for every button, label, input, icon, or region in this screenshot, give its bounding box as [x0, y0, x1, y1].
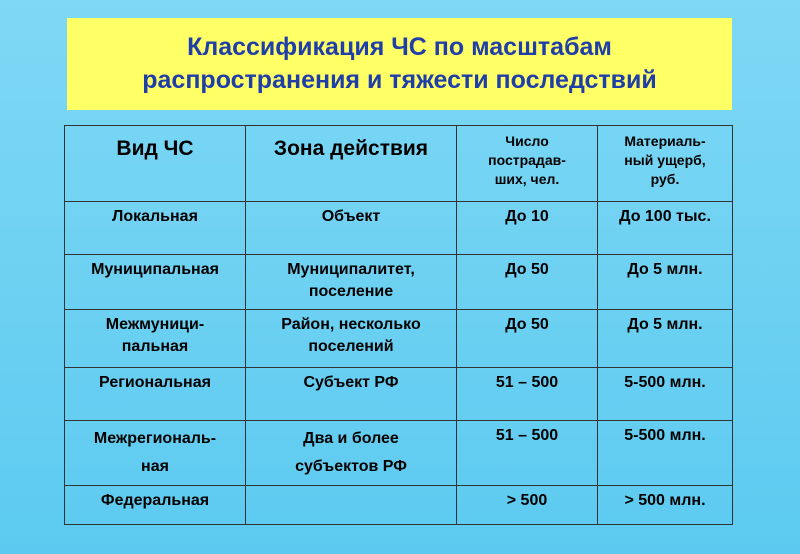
cell-victims: До 10 [457, 202, 598, 255]
table-header-row [65, 126, 733, 202]
cell-type [65, 255, 246, 310]
table-row [65, 255, 733, 310]
cell-damage: До 5 млн. [598, 310, 733, 368]
header-type: Вид ЧС [65, 126, 246, 202]
cell-damage: > 500 млн. [598, 486, 733, 525]
cell-victims: 51 – 500 [457, 368, 598, 421]
table-row [65, 486, 733, 525]
cell-damage: До 5 млн. [598, 255, 733, 310]
cell-zone [246, 368, 457, 421]
header-victims-line: Число [505, 133, 549, 149]
cell-text: Региональная [99, 374, 211, 391]
cell-type [65, 202, 246, 255]
cell-zone [246, 421, 457, 486]
cell-zone [246, 310, 457, 368]
table-row [65, 421, 733, 486]
cell-text: субъектов РФ [295, 458, 407, 475]
title-line-1: Классификация ЧС по масштабам [187, 33, 612, 61]
cell-type [65, 486, 246, 525]
classification-table [64, 125, 733, 525]
cell-text: Объект [321, 208, 381, 225]
table-row [65, 202, 733, 255]
table-row [65, 310, 733, 368]
cell-text: поселений [308, 338, 394, 355]
header-victims-line: пострадав- [488, 152, 566, 168]
header-victims [457, 126, 598, 202]
cell-text: Субъект РФ [303, 374, 399, 391]
cell-zone [246, 486, 457, 525]
cell-damage: 5-500 млн. [598, 368, 733, 421]
title-line-2: распространения и тяжести последствий [142, 66, 657, 94]
title-banner [67, 18, 732, 110]
header-zone: Зона действия [246, 126, 457, 202]
cell-type [65, 421, 246, 486]
cell-text: Муниципальная [91, 261, 219, 278]
cell-zone [246, 202, 457, 255]
cell-victims: > 500 [457, 486, 598, 525]
cell-text: Федеральная [100, 492, 210, 509]
header-damage-line: руб. [650, 171, 680, 187]
cell-victims: 51 – 500 [457, 421, 598, 486]
cell-victims: До 50 [457, 310, 598, 368]
header-damage-line: Материаль- [624, 133, 706, 149]
cell-text: поселение [308, 283, 394, 300]
cell-zone [246, 255, 457, 310]
header-victims-line: ших, чел. [494, 171, 560, 187]
cell-damage: 5-500 млн. [598, 421, 733, 486]
cell-text: Район, несколько [281, 316, 421, 333]
cell-text: Локальная [112, 208, 198, 225]
cell-text: Два и более [303, 430, 399, 447]
cell-text: Межрегиональ- [93, 430, 217, 447]
cell-text: Муниципалитет, [287, 261, 415, 278]
header-damage-line: ный ущерб, [624, 152, 706, 168]
cell-text: ная [141, 458, 169, 475]
cell-victims: До 50 [457, 255, 598, 310]
cell-type [65, 368, 246, 421]
cell-type [65, 310, 246, 368]
cell-text: пальная [121, 338, 189, 355]
header-damage [598, 126, 733, 202]
table-row [65, 368, 733, 421]
cell-damage: До 100 тыс. [598, 202, 733, 255]
cell-text: Межмуници- [105, 316, 205, 333]
